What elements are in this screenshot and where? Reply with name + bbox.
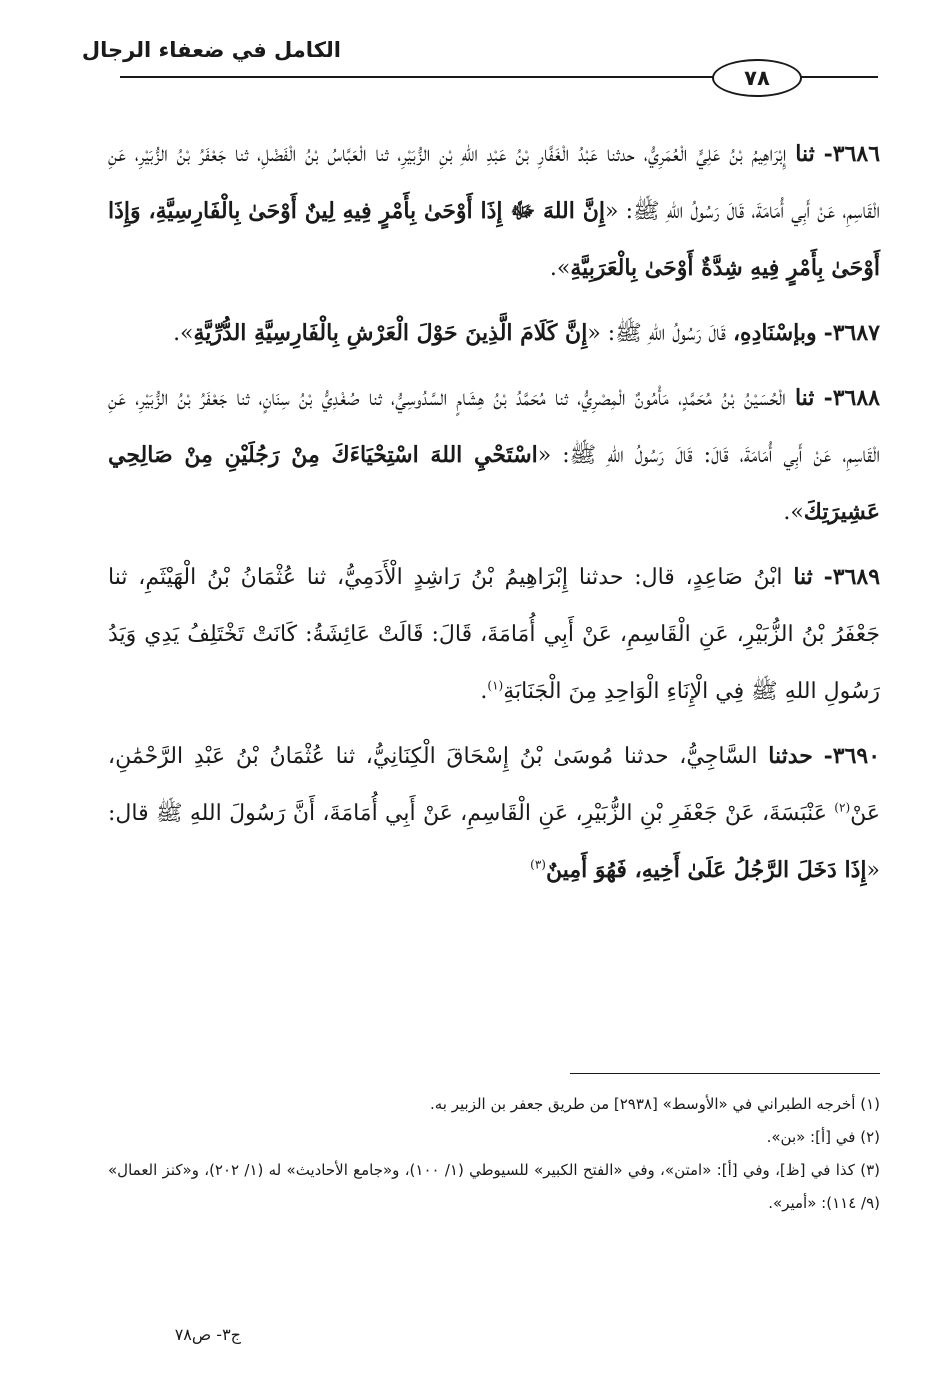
entry-lead: ثنا: [793, 564, 813, 590]
running-header-title: الكامل في ضعفاء الرجال: [81, 38, 341, 62]
entry-lead: ثنا: [794, 385, 815, 411]
entry-number: ٣٦٨٦-: [823, 141, 881, 167]
entry-number: ٣٦٨٧-: [823, 320, 880, 346]
footnote-1: [108, 1088, 880, 1121]
footnote-marker[interactable]: (٣): [530, 857, 546, 872]
entry-3690: [108, 728, 880, 899]
footnotes: [108, 1088, 880, 1220]
entry-body: السَّاجِيُّ، حدثنا مُوسَىٰ بْنُ إِسْحَاقَ الْكِنَانِيُّ، ثنا عُثْمَانُ بْنُ عَبْدِ الرَّحْمَٰنِ، عَنْ: [108, 744, 880, 826]
footnote-number: (٣): [860, 1161, 880, 1179]
hadith-text: إِنَّ كَلَامَ الَّذِينَ حَوْلَ الْعَرْشِ بِالْفَارِسِيَّةِ الدُّرِّيَّةِ: [193, 320, 588, 346]
hadith-text: إِنَّ اللهَ ﷻ إِذَا أَوْحَىٰ بِأَمْرٍ فِيهِ لِينٌ أَوْحَىٰ بِالْفَارِسِيَّةِ، وَإِذَا أَوْحَىٰ بِأَمْرٍ فِيهِ شِدَّةٌ أَوْحَىٰ بِالْعَرَبِيَّةِ: [108, 198, 880, 281]
entry-tail: .: [480, 679, 488, 704]
entry-body: قَالَ رَسُولُ اللهِ ﷺ: «: [587, 321, 726, 346]
entry-tail: ».: [549, 256, 571, 281]
footnote-marker[interactable]: (١): [487, 678, 504, 693]
footnote-2: [108, 1121, 880, 1154]
footnote-number: (٢): [860, 1128, 880, 1146]
hadith-text: اسْتَحْيِ اللهَ اسْتِحْيَاءَكَ مِنْ رَجُلَيْنِ مِنْ صَالِحِي عَشِيرَتِكَ: [108, 442, 880, 525]
entry-lead: حدثنا: [768, 743, 813, 769]
entry-3686: [108, 126, 880, 297]
entry-number: ٣٦٩٠-: [823, 743, 881, 769]
footnote-number: (١): [860, 1095, 880, 1113]
hadith-text: إِذَا دَخَلَ الرَّجُلُ عَلَىٰ أَخِيهِ، فَهُوَ أَمِينٌ: [545, 857, 867, 883]
entry-tail: ».: [783, 500, 804, 525]
entry-body: ابْنُ صَاعِدٍ، قال: حدثنا إِبْرَاهِيمُ بْنُ رَاشِدٍ الْأَدَمِيُّ، ثنا عُثْمَانُ بْنُ الْهَيْثَمِ، ثنا جَعْفَرُ بْنُ الزُّبَيْرِ، عَنِ الْقَاسِمِ، عَنْ أَبِي أُمَامَةَ، قَالَ: قَالَتْ عَائِشَةُ: كَانَتْ تَخْتَلِفُ يَدِي وَيَدُ رَسُولِ اللهِ ﷺ فِي الْإِنَاءِ الْوَاحِدِ مِنَ الْجَنَابَةِ: [108, 565, 880, 704]
main-text: [108, 126, 880, 907]
entry-lead: ثنا: [795, 141, 815, 167]
entry-body: إِبْرَاهِيمُ بْنُ عَلِيٍّ الْعُمَرِيُّ، حدثنا عَبْدُ الْغَفَّارِ بْنُ عَبْدِ اللهِ بْنِ الزُّبَيْرِ، ثنا الْعَبَّاسُ بْنُ الْفَضْلِ، ثنا جَعْفَرُ بْنُ الزُّبَيْرِ، عَنِ الْقَاسِمِ، عَنْ أَبِي أُمَامَةَ، قَالَ رَسُولُ اللهِ ﷺ: «: [108, 142, 881, 224]
footnote-text: كذا في [ظ]، وفي [أ]: «امتن»، وفي «الفتح الكبير» للسيوطي (١/ ١٠٠)، و«جامع الأحاديث» له (١/ ٢٠٢)، و«كنز العمال» (٩/ ١١٤): «أمير».: [108, 1161, 880, 1212]
entry-body: الْحُسَيْنُ بْنُ مُحَمَّدٍ، مَأْمُونٌ الْمِصْرِيُّ، ثنا مُحَمَّدُ بْنُ هِشَامٍ السَّدُوسِيُّ، ثنا صُغْدِيُّ بْنُ سِنَانٍ، ثنا جَعْفَرُ بْنُ الزُّبَيْرِ، عَنِ الْقَاسِمِ، عَنْ أَبِي أُمَامَةَ، قَالَ: قَالَ رَسُولُ اللهِ ﷺ: «: [108, 386, 881, 468]
footnote-separator: [570, 1073, 880, 1074]
footnote-marker[interactable]: (٢): [834, 800, 851, 815]
entry-body: عَنْبَسَةَ، عَنْ جَعْفَرِ بْنِ الزُّبَيْرِ، عَنِ الْقَاسِمِ، عَنْ أَبِي أُمَامَةَ، أَنَّ رَسُولَ اللهِ ﷺ قال: «: [108, 801, 880, 883]
entry-3688: [108, 370, 880, 541]
entry-tail: ».: [173, 321, 194, 346]
entry-3687: [108, 305, 880, 362]
entry-3689: [108, 549, 880, 720]
volume-page-reference: ج٣- ص٧٨: [174, 1325, 241, 1344]
entry-number: ٣٦٨٨-: [823, 385, 880, 411]
footnote-text: في [أ]: «بن».: [766, 1128, 856, 1146]
entry-lead: وبإسْنَادِهِ،: [732, 320, 817, 346]
page-number: ٧٨: [744, 66, 770, 90]
entry-number: ٣٦٨٩-: [823, 564, 881, 590]
page-number-badge: [712, 59, 802, 97]
footnote-text: أخرجه الطبراني في «الأوسط» [٢٩٣٨] من طريق جعفر بن الزبير به.: [429, 1095, 856, 1113]
footnote-3: [108, 1154, 880, 1220]
